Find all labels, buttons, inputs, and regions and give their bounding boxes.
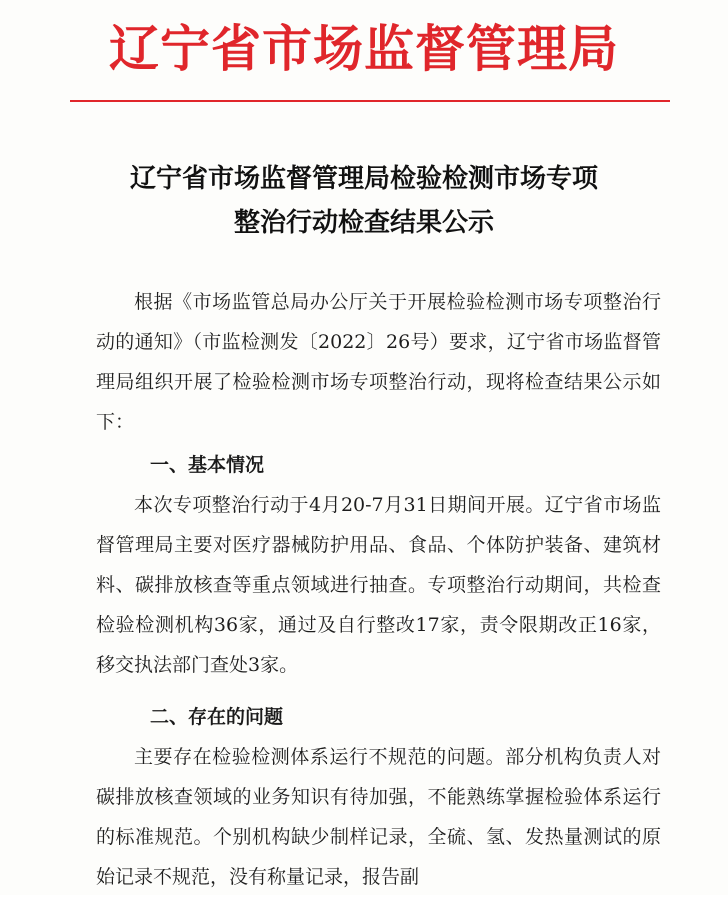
section-2-paragraph: 主要存在检验检测体系运行不规范的问题。部分机构负责人对碳排放核查领域的业务知识有待加强，不能熟练掌握检验体系运行的标准规范。个别机构缺少制样记录，全硫、氢、发热量测试的原始记录不规范，没有称量记录，报告副: [96, 746, 661, 888]
organization-header: 辽宁省市场监督管理局: [109, 20, 619, 78]
section-1-paragraph: 本次专项整治行动于4月20-7月31日期间开展。辽宁省市场监督管理局主要对医疗器械防护用品、食品、个体防护装备、建筑材料、碳排放核查等重点领域进行抽查。专项整治行动期间，共检查检验检测机构36家，通过及自行整改17家，责令限期改正16家，移交执法部门查处3家。: [96, 494, 661, 676]
section-1-heading: 一、基本情况: [150, 454, 265, 476]
section-2-heading: 二、存在的问题: [150, 706, 284, 728]
header-divider: [70, 100, 670, 102]
document-title-line-2: 整治行动检查结果公示: [233, 208, 494, 238]
document-title-line-1: 辽宁省市场监督管理局检验检测市场专项: [129, 164, 598, 194]
section-1-block: [96, 485, 661, 685]
section-2-block: [96, 737, 661, 897]
intro-block: [96, 282, 661, 442]
intro-paragraph: 根据《市场监管总局办公厅关于开展检验检测市场专项整治行动的通知》（市监检测发〔2022〕26号）要求，辽宁省市场监督管理局组织开展了检验检测市场专项整治行动，现将检查结果公示如下：: [96, 291, 661, 433]
document-title: [60, 157, 668, 245]
